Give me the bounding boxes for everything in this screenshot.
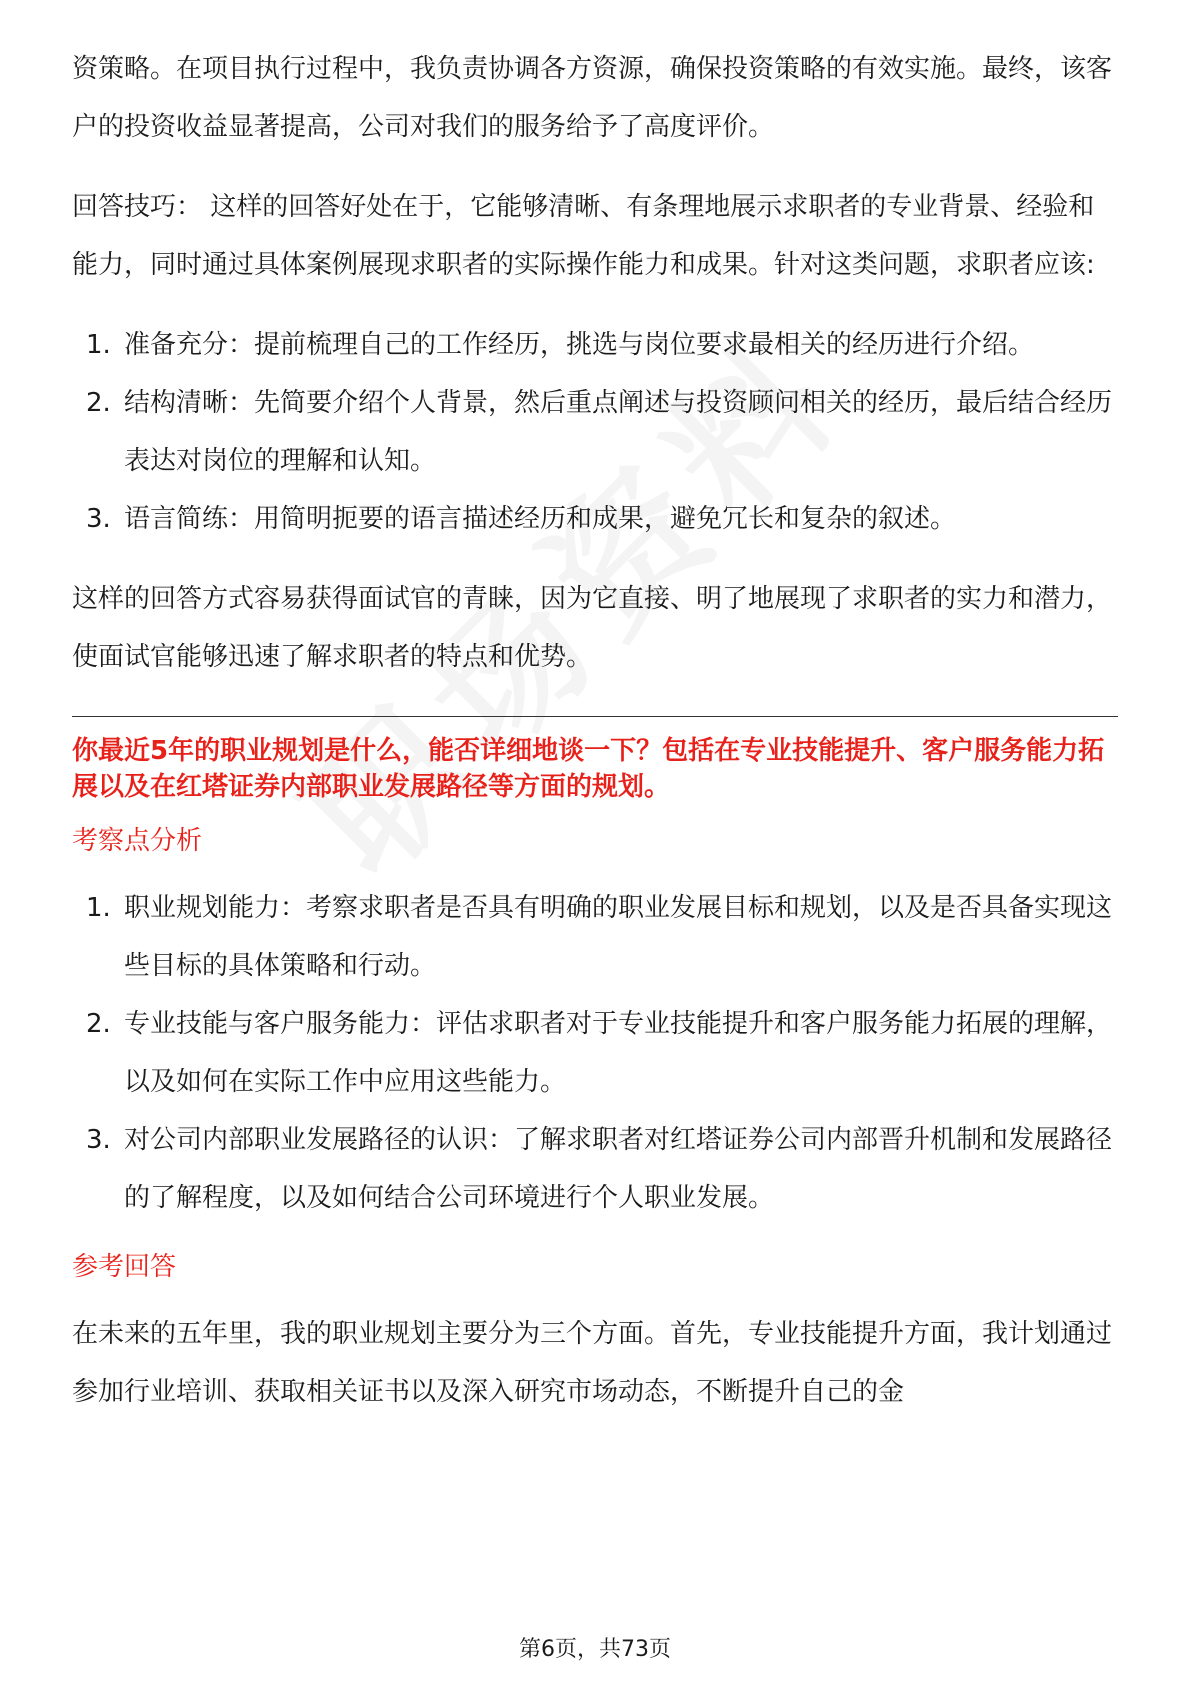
list-item-number: 3. [86,1125,111,1155]
list-item-text: 职业规划能力：考察求职者是否具有明确的职业发展目标和规划，以及是否具备实现这些目标的具体策略和行动。 [124,893,1113,981]
tips-paragraph: 回答技巧： 这样的回答好处在于，它能够清晰、有条理地展示求职者的专业背景、经验和能力，同时通过具体案例展现求职者的实际操作能力和成果。针对这类问题，求职者应该: [72,192,1095,280]
list-item-number: 3. [86,504,111,534]
list-item [72,374,1118,490]
analysis-heading: 考察点分析 [72,826,203,856]
list-item-number: 2. [86,1009,111,1039]
list-item-text: 语言简练：用简明扼要的语言描述经历和成果，避免冗长和复杂的叙述。 [124,504,957,534]
list-item [72,879,1118,995]
list-item [72,995,1118,1111]
page-number: 第6页，共73页 [519,1637,671,1662]
section-divider [72,716,1118,717]
list-item-text: 专业技能与客户服务能力：评估求职者对于专业技能提升和客户服务能力拓展的理解，以及如何在实际工作中应用这些能力。 [124,1009,1113,1097]
reference-heading: 参考回答 [72,1252,177,1282]
document-body [72,40,1118,1421]
closing-paragraph: 这样的回答方式容易获得面试官的青睐，因为它直接、明了地展现了求职者的实力和潜力，使面试官能够迅速了解求职者的特点和优势。 [72,584,1113,672]
list-item [72,316,1118,374]
list-item-number: 2. [86,388,111,418]
list-item-text: 结构清晰：先简要介绍个人背景，然后重点阐述与投资顾问相关的经历，最后结合经历表达对岗位的理解和认知。 [124,388,1113,476]
tips-list [72,316,1118,548]
list-item-number: 1. [86,330,111,360]
list-item-text: 对公司内部职业发展路径的认识：了解求职者对红塔证券公司内部晋升机制和发展路径的了解程度，以及如何结合公司环境进行个人职业发展。 [124,1125,1113,1213]
interview-question: 你最近5年的职业规划是什么，能否详细地谈一下？包括在专业技能提升、客户服务能力拓展以及在红塔证券内部职业发展路径等方面的规划。 [72,736,1105,802]
reference-paragraph: 在未来的五年里，我的职业规划主要分为三个方面。首先，专业技能提升方面，我计划通过参加行业培训、获取相关证书以及深入研究市场动态，不断提升自己的金 [72,1319,1113,1407]
intro-paragraph: 资策略。在项目执行过程中，我负责协调各方资源，确保投资策略的有效实施。最终，该客户的投资收益显著提高，公司对我们的服务给予了高度评价。 [72,54,1113,142]
analysis-list [72,879,1118,1227]
list-item [72,1111,1118,1227]
list-item [72,490,1118,548]
list-item-number: 1. [86,893,111,923]
list-item-text: 准备充分：提前梳理自己的工作经历，挑选与岗位要求最相关的经历进行介绍。 [124,330,1035,360]
